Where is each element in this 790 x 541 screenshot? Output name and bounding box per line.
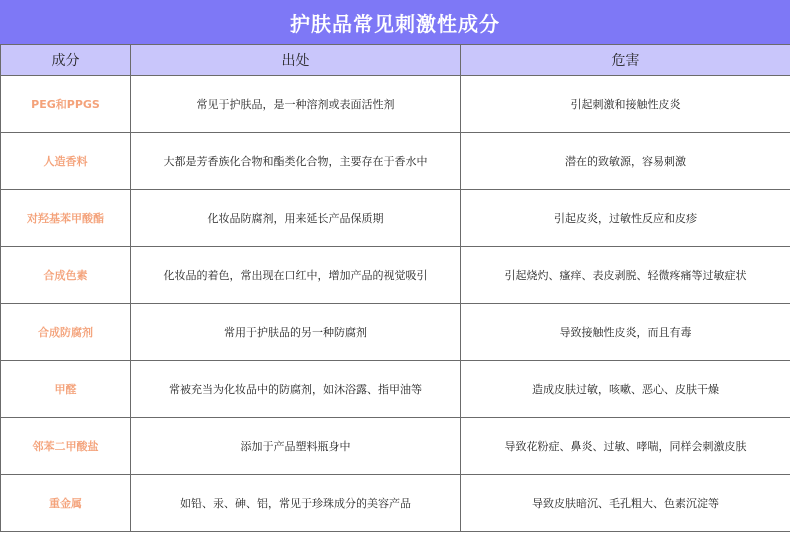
ingredient-cell: 甲醛 — [1, 361, 131, 418]
header-ingredient: 成分 — [1, 45, 131, 76]
source-cell: 化妆品防腐剂，用来延长产品保质期 — [131, 190, 461, 247]
source-cell: 常用于护肤品的另一种防腐剂 — [131, 304, 461, 361]
page-title: 护肤品常见刺激性成分 — [0, 0, 790, 44]
table-row — [1, 475, 790, 532]
ingredient-cell: 人造香料 — [1, 133, 131, 190]
harm-cell: 潜在的致敏源，容易刺激 — [461, 133, 790, 190]
harm-cell: 导致花粉症、鼻炎、过敏、哮喘，同样会刺激皮肤 — [461, 418, 790, 475]
harm-cell: 引起皮炎，过敏性反应和皮疹 — [461, 190, 790, 247]
source-cell: 添加于产品塑料瓶身中 — [131, 418, 461, 475]
table-row — [1, 133, 790, 190]
ingredient-cell: 重金属 — [1, 475, 131, 532]
table-row — [1, 418, 790, 475]
source-cell: 如铅、汞、砷、铝，常见于珍珠成分的美容产品 — [131, 475, 461, 532]
harm-cell: 导致皮肤暗沉、毛孔粗大、色素沉淀等 — [461, 475, 790, 532]
table-header-row — [1, 45, 790, 76]
source-cell: 常被充当为化妆品中的防腐剂，如沐浴露、指甲油等 — [131, 361, 461, 418]
source-cell: 常见于护肤品，是一种溶剂或表面活性剂 — [131, 76, 461, 133]
ingredient-table — [0, 44, 790, 532]
ingredient-cell: 对羟基苯甲酸酯 — [1, 190, 131, 247]
header-source: 出处 — [131, 45, 461, 76]
source-cell: 化妆品的着色，常出现在口红中，增加产品的视觉吸引 — [131, 247, 461, 304]
harm-cell: 引起烧灼、瘙痒、表皮剥脱、轻微疼痛等过敏症状 — [461, 247, 790, 304]
harm-cell: 引起刺激和接触性皮炎 — [461, 76, 790, 133]
ingredient-cell: 合成防腐剂 — [1, 304, 131, 361]
ingredient-cell: 邻苯二甲酸盐 — [1, 418, 131, 475]
table-row — [1, 190, 790, 247]
source-cell: 大都是芳香族化合物和酯类化合物，主要存在于香水中 — [131, 133, 461, 190]
harm-cell: 造成皮肤过敏，咳嗽、恶心、皮肤干燥 — [461, 361, 790, 418]
header-harm: 危害 — [461, 45, 790, 76]
ingredient-cell: PEG和PPGS — [1, 76, 131, 133]
table-row — [1, 76, 790, 133]
table-row — [1, 304, 790, 361]
ingredient-cell: 合成色素 — [1, 247, 131, 304]
table-row — [1, 247, 790, 304]
table-row — [1, 361, 790, 418]
harm-cell: 导致接触性皮炎，而且有毒 — [461, 304, 790, 361]
